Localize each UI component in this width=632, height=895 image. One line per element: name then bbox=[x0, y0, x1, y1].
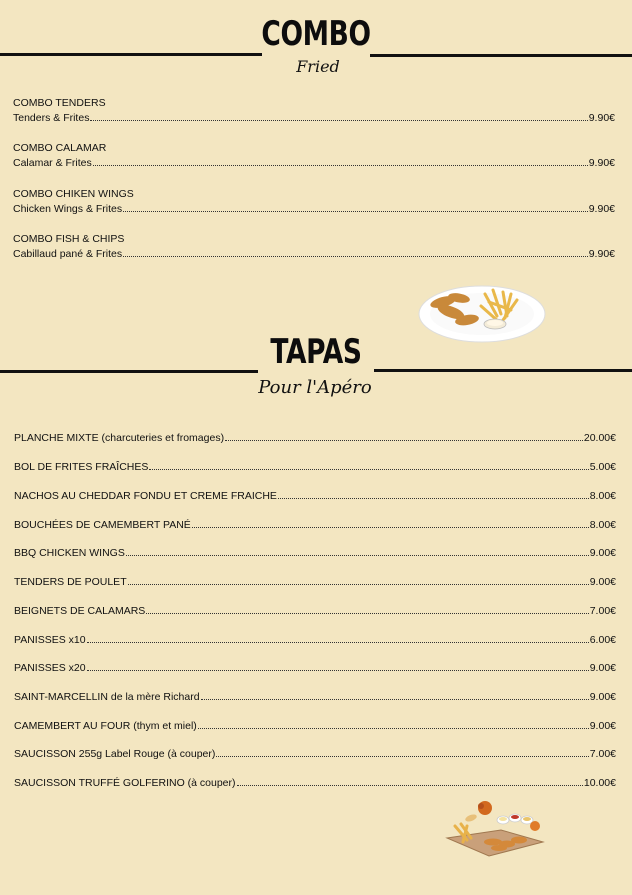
tapas-item-price: 9.00€ bbox=[589, 691, 616, 703]
combo-item-price: 9.90€ bbox=[588, 203, 615, 215]
tapas-item-price: 10.00€ bbox=[583, 777, 616, 789]
leader-dots bbox=[87, 632, 589, 643]
tapas-item-price: 7.00€ bbox=[589, 605, 616, 617]
tapas-item-price: 9.00€ bbox=[589, 576, 616, 588]
leader-dots bbox=[87, 660, 589, 671]
tapas-item-9 bbox=[14, 660, 616, 675]
tapas-item-13 bbox=[14, 775, 616, 790]
combo-title: COMBO bbox=[261, 14, 371, 54]
leader-dots bbox=[126, 545, 589, 556]
leader-dots bbox=[278, 488, 589, 499]
tapas-item-price: 8.00€ bbox=[589, 519, 616, 531]
combo-item-name: COMBO FISH & CHIPS bbox=[13, 233, 125, 245]
combo-item-desc: Tenders & Frites bbox=[13, 112, 90, 124]
tapas-item-name: SAUCISSON 255g Label Rouge (à couper) bbox=[14, 748, 216, 760]
combo-item-desc: Chicken Wings & Frites bbox=[13, 203, 123, 215]
combo-item-name: COMBO TENDERS bbox=[13, 97, 106, 109]
tapas-item-1 bbox=[14, 430, 616, 445]
tapas-item-name: SAUCISSON TRUFFÉ GOLFERINO (à couper) bbox=[14, 777, 236, 789]
tapas-item-name: CAMEMBERT AU FOUR (thym et miel) bbox=[14, 720, 197, 732]
tapas-item-price: 9.00€ bbox=[589, 547, 616, 559]
tapas-item-11 bbox=[14, 718, 616, 733]
leader-dots bbox=[149, 459, 588, 470]
leader-dots bbox=[237, 775, 583, 786]
leader-dots bbox=[225, 430, 583, 441]
tapas-item-price: 20.00€ bbox=[583, 432, 616, 444]
tapas-item-name: BEIGNETS DE CALAMARS bbox=[14, 605, 146, 617]
tapas-item-price: 8.00€ bbox=[589, 490, 616, 502]
combo-item-name: COMBO CHIKEN WINGS bbox=[13, 188, 134, 200]
leader-dots bbox=[198, 718, 589, 729]
leader-dots bbox=[128, 574, 589, 585]
tapas-item-8 bbox=[14, 632, 616, 647]
tapas-item-name: PANISSES x10 bbox=[14, 634, 86, 646]
tapas-item-name: BOL DE FRITES FRAÎCHES bbox=[14, 461, 149, 473]
tapas-item-price: 9.00€ bbox=[589, 662, 616, 674]
tapas-item-price: 6.00€ bbox=[589, 634, 616, 646]
tapas-item-price: 5.00€ bbox=[589, 461, 616, 473]
combo-item-1 bbox=[13, 96, 615, 125]
leader-dots bbox=[123, 246, 588, 257]
combo-item-desc: Cabillaud pané & Frites bbox=[13, 248, 123, 260]
combo-item-name: COMBO CALAMAR bbox=[13, 142, 107, 154]
tapas-item-name: NACHOS AU CHEDDAR FONDU ET CREME FRAICHE bbox=[14, 490, 277, 502]
tapas-item-4 bbox=[14, 517, 616, 532]
tapas-item-name: SAINT-MARCELLIN de la mère Richard bbox=[14, 691, 200, 703]
leader-dots bbox=[192, 517, 589, 528]
tapas-item-5 bbox=[14, 545, 616, 560]
tapas-title: TAPAS bbox=[270, 332, 362, 372]
combo-item-price: 9.90€ bbox=[588, 112, 615, 124]
combo-item-price: 9.90€ bbox=[588, 157, 615, 169]
tapas-item-name: TENDERS DE POULET bbox=[14, 576, 127, 588]
combo-item-desc: Calamar & Frites bbox=[13, 157, 92, 169]
tapas-item-2 bbox=[14, 459, 616, 474]
tapas-item-name: BBQ CHICKEN WINGS bbox=[14, 547, 125, 559]
tapas-item-name: PANISSES x20 bbox=[14, 662, 86, 674]
tapas-item-price: 9.00€ bbox=[589, 720, 616, 732]
tapas-item-name: PLANCHE MIXTE (charcuteries et fromages) bbox=[14, 432, 225, 444]
tapas-subtitle: Pour l'Apéro bbox=[258, 377, 372, 398]
tapas-board-image bbox=[441, 796, 547, 862]
tapas-item-7 bbox=[14, 603, 616, 618]
combo-item-4 bbox=[13, 232, 615, 261]
tapas-item-3 bbox=[14, 488, 616, 503]
combo-item-price: 9.90€ bbox=[588, 248, 615, 260]
tapas-item-10 bbox=[14, 689, 616, 704]
combo-item-2 bbox=[13, 141, 615, 170]
leader-dots bbox=[201, 689, 589, 700]
leader-dots bbox=[123, 201, 588, 212]
tapas-item-6 bbox=[14, 574, 616, 589]
tapas-item-price: 7.00€ bbox=[589, 748, 616, 760]
combo-subtitle: Fried bbox=[296, 57, 340, 76]
tapas-item-12 bbox=[14, 746, 616, 761]
tapas-item-name: BOUCHÉES DE CAMEMBERT PANÉ bbox=[14, 519, 191, 531]
leader-dots bbox=[216, 746, 588, 757]
combo-item-3 bbox=[13, 187, 615, 216]
leader-dots bbox=[93, 155, 588, 166]
leader-dots bbox=[90, 110, 587, 121]
leader-dots bbox=[146, 603, 588, 614]
